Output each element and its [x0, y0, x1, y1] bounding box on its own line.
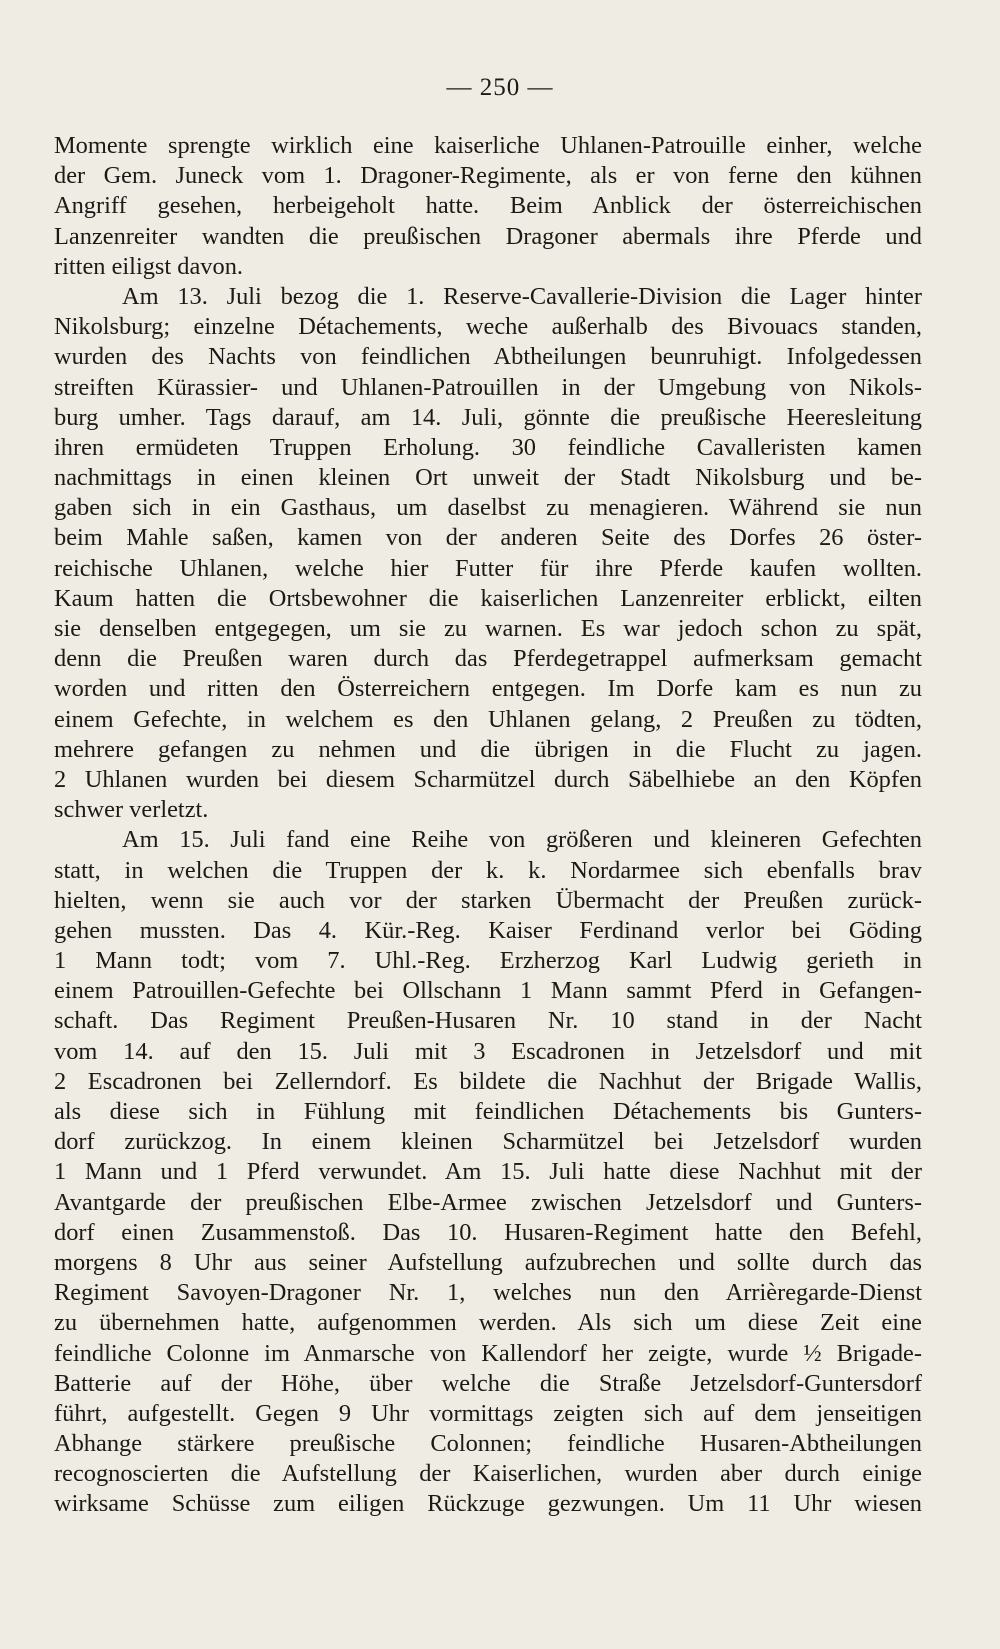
text-line: Kaum hatten die Ortsbewohner die kaiserlichen Lanzenreiter erblickt, eilten — [54, 584, 922, 612]
text-line: reichische Uhlanen, welche hier Futter für ihre Pferde kaufen wollten. — [54, 554, 922, 582]
text-line: 2 Uhlanen wurden bei diesem Scharmützel durch Säbelhiebe an den Köpfen — [54, 765, 922, 793]
text-line: burg umher. Tags darauf, am 14. Juli, gönnte die preußische Heeresleitung — [54, 403, 922, 431]
text-line: Angriff gesehen, herbeigeholt hatte. Beim Anblick der österreichischen — [54, 192, 922, 220]
text-line: Am 15. Juli fand eine Reihe von größeren und kleineren Gefechten — [122, 826, 922, 854]
text-line: Am 13. Juli bezog die 1. Reserve-Cavallerie-Division die Lager hinter — [122, 282, 922, 310]
text-line: schwer verletzt. — [54, 796, 209, 824]
text-line: beim Mahle saßen, kamen von der anderen Seite des Dorfes 26 öster- — [54, 524, 922, 552]
text-line: sie denselben entgegegen, um sie zu warnen. Es war jedoch schon zu spät, — [54, 615, 922, 642]
text-line: führt, aufgestellt. Gegen 9 Uhr vormittags zeigten sich auf dem jenseitigen — [54, 1399, 922, 1427]
text-line: als diese sich in Fühlung mit feindlichen Détachements bis Gunters- — [54, 1098, 922, 1125]
text-line: einem Gefechte, in welchem es den Uhlanen gelang, 2 Preußen zu tödten, — [54, 705, 922, 733]
text-line: denn die Preußen waren durch das Pferdegetrappel aufmerksam gemacht — [54, 645, 922, 673]
text-line: dorf einen Zusammenstoß. Das 10. Husaren-Regiment hatte den Befehl, — [54, 1218, 922, 1246]
text-line: nachmittags in einen kleinen Ort unweit der Stadt Nikolsburg und be- — [54, 464, 922, 492]
text-line: Lanzenreiter wandten die preußischen Dragoner abermals ihre Pferde und — [54, 222, 922, 250]
text-line: zu übernehmen hatte, aufgenommen werden. Als sich um diese Zeit eine — [54, 1309, 922, 1337]
text-line: ritten eiligst davon. — [54, 252, 243, 280]
text-line: Batterie auf der Höhe, über welche die Straße Jetzelsdorf-Guntersdorf — [54, 1369, 922, 1397]
text-line: der Gem. Juneck vom 1. Dragoner-Regimente, als er von ferne den kühnen — [54, 162, 922, 190]
text-line: schaft. Das Regiment Preußen-Husaren Nr. 10 stand in der Nacht — [54, 1007, 922, 1035]
text-line: gaben sich in ein Gasthaus, um daselbst zu menagieren. Während sie nun — [54, 494, 922, 522]
body-text — [54, 131, 922, 1520]
text-line: Abhange stärkere preußische Colonnen; feindliche Husaren-Abtheilungen — [54, 1430, 922, 1458]
text-line: ihren ermüdeten Truppen Erholung. 30 feindliche Cavalleristen kamen — [54, 433, 922, 461]
text-line: Momente sprengte wirklich eine kaiserliche Uhlanen-Patrouille einher, welche — [54, 132, 922, 159]
page-number: — 250 — — [446, 74, 554, 101]
text-line: 2 Escadronen bei Zellerndorf. Es bildete die Nachhut der Brigade Wallis, — [54, 1067, 922, 1095]
text-line: vom 14. auf den 15. Juli mit 3 Escadronen in Jetzelsdorf und mit — [54, 1037, 922, 1065]
text-line: mehrere gefangen zu nehmen und die übrigen in die Flucht zu jagen. — [54, 735, 922, 763]
text-line: worden und ritten den Österreichern entgegen. Im Dorfe kam es nun zu — [54, 675, 922, 703]
text-line: Nikolsburg; einzelne Détachements, weche außerhalb des Bivouacs standen, — [54, 313, 922, 341]
text-line: Regiment Savoyen-Dragoner Nr. 1, welches nun den Arrièregarde-Dienst — [54, 1279, 922, 1307]
text-line: wurden des Nachts von feindlichen Abtheilungen beunruhigt. Infolgedessen — [54, 343, 922, 371]
text-line: Avantgarde der preußischen Elbe-Armee zwischen Jetzelsdorf und Gunters- — [54, 1188, 922, 1216]
text-line: hielten, wenn sie auch vor der starken Übermacht der Preußen zurück- — [54, 886, 922, 914]
text-line: streiften Kürassier- und Uhlanen-Patrouillen in der Umgebung von Nikols- — [54, 373, 922, 401]
text-line: statt, in welchen die Truppen der k. k. Nordarmee sich ebenfalls brav — [54, 856, 922, 884]
text-line: wirksame Schüsse zum eiligen Rückzuge gezwungen. Um 11 Uhr wiesen — [54, 1490, 922, 1518]
text-line: recognoscierten die Aufstellung der Kaiserlichen, wurden aber durch einige — [54, 1460, 922, 1488]
text-line: dorf zurückzog. In einem kleinen Scharmützel bei Jetzelsdorf wurden — [54, 1128, 922, 1156]
text-line: gehen mussten. Das 4. Kür.-Reg. Kaiser Ferdinand verlor bei Göding — [54, 916, 922, 944]
text-line: feindliche Colonne im Anmarsche von Kallendorf her zeigte, wurde ½ Brigade- — [54, 1339, 922, 1367]
text-line: 1 Mann todt; vom 7. Uhl.-Reg. Erzherzog Karl Ludwig gerieth in — [54, 947, 922, 975]
text-line: 1 Mann und 1 Pferd verwundet. Am 15. Juli hatte diese Nachhut mit der — [54, 1158, 922, 1186]
text-line: einem Patrouillen-Gefechte bei Ollschann 1 Mann sammt Pferd in Gefangen- — [54, 977, 922, 1005]
text-line: morgens 8 Uhr aus seiner Aufstellung aufzubrechen und sollte durch das — [54, 1248, 922, 1276]
